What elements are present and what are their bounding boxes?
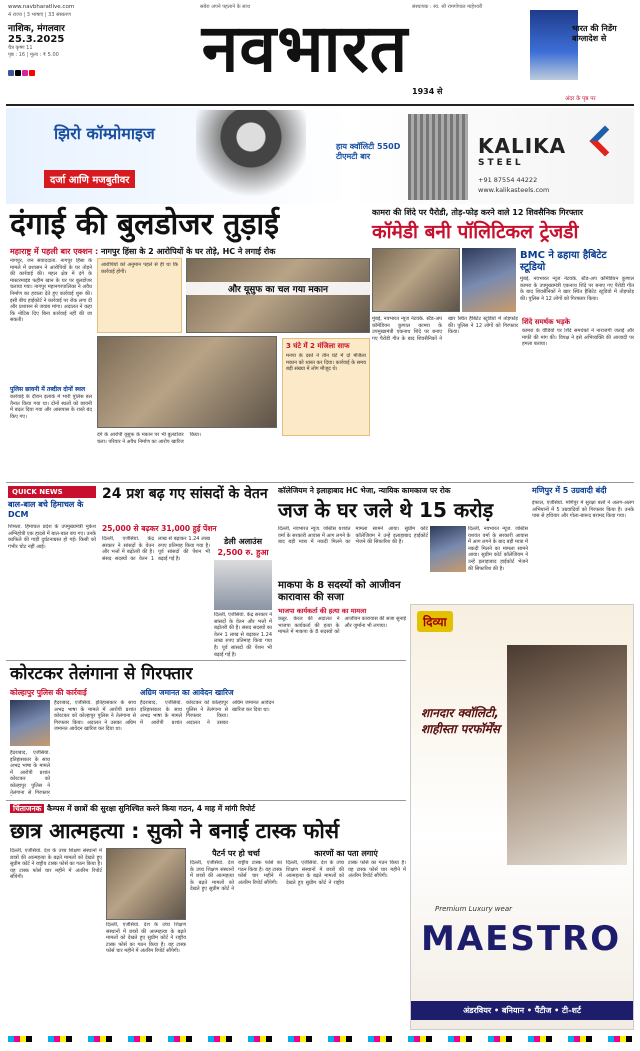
campus-body: दिल्ली, एजेंसियां. देश के उच्च शिक्षण संस्थानों में छात्रों की आत्महत्या के बढ़ते मामलों को देखते हुए सुप्रीम कोर्ट ने राष्ट्रीय टास्क फोर्स का गठन किया है। यह टास्क फोर्स चार महीने में अंतरिम रिपोर्ट सौंपेगी। [10,848,102,881]
campus-headline[interactable]: छात्र आत्महत्या : सुको ने बनाई टास्क फोर्स [10,819,340,843]
kamra-body-top: मुंबई, नवभारत न्यूज नेटवर्क. स्टैंड-अप कॉमेडियन कुणाल कामरा के उपमुख्यमंत्री एकनाथ शिंदे पर बनाए गए पैरोडी गीत के बाद शिवसैनिकों ने खार स्थित हैबिटेट स्टूडियो में तोड़फोड़ की। पुलिस ने 12 लोगों को गिरफ्तार किया। [520,276,634,302]
tagline: सबेरा अपने पहलाने के साथ [200,4,251,10]
shinde-side-body: कामरा के वीडियो पर शिंदे समर्थकों ने नाराजगी जताई और माफी की मांग की। विपक्ष ने इसे अभिव्यक्ति की आजादी पर हमला बताया। [522,328,634,348]
ad-script-text: शानदार क्वॉलिटी, शाहीस्ता परफॉर्मेंस [421,706,500,736]
salary-sub: 25,000 से बढ़कर 31,000 हुई पेंशन [102,524,217,533]
kamra-headline[interactable]: कॉमेडी बनी पॉलिटिकल ट्रेजडी [372,221,579,243]
campus-body-2: दिल्ली, एजेंसियां. देश के उच्च शिक्षण संस्थानों में छात्रों की आत्महत्या के बढ़ते मामलों को देखते हुए सुप्रीम कोर्ट ने राष्ट्रीय टास्क फोर्स का गठन किया है। यह टास्क फोर्स चार महीने में अंतरिम रिपोर्ट सौंपेगी। [106,922,186,955]
makpa-body: कन्नूर. केरल की अदालत ने भाजपा कार्यकर्ता की हत्या के मामले में माकपा के 8 सदस्यों को आजीवन कारावास की सजा सुनाई और जुर्माना भी लगाया। [278,616,406,636]
maestro-name: MAESTRO [421,919,622,959]
website-url[interactable]: www.navbharatlive.com [8,4,75,10]
instagram-icon[interactable] [22,70,28,76]
issue-date: 25.3.2025 [8,34,65,45]
kortkar-sub: कोल्हापुर पुलिस की कार्रवाई [10,688,87,697]
lead-body-2: कार्रवाई के दौरान इलाके में भारी पुलिस बल तैनात किया गया था। दोनों स्थलों को छावनी में बदल दिया गया और आसपास के रास्ते बंद किए गए। [10,394,92,420]
kalika-ad[interactable] [6,108,634,204]
allowance-value: 2,500 रु. हुआ [217,548,269,557]
side-box-text: आरोपियों को अनुमान पहले से ही था कि कार्रवाई होगी। [101,262,178,275]
makpa-sub: भाजपा कार्यकर्ता की हत्या का मामला [278,607,367,615]
side-subhead: और यूसुफ का चल गया मकान [186,282,370,295]
campus-sub-1: पैटर्न पर हो चर्चा [212,849,260,858]
manipur-headline[interactable]: मणिपुर में 5 उग्रवादी बंदी [532,486,607,495]
price: पृष्ठ : 16 | मूल्य : ₹ 5.00 [8,52,59,58]
campus-body-4: दिल्ली, एजेंसियां. देश के उच्च शिक्षण संस्थानों में छात्रों की आत्महत्या के बढ़ते मामलों को देखते हुए सुप्रीम कोर्ट ने राष्ट्रीय टास्क फोर्स का गठन किया है। यह टास्क फोर्स चार महीने में अंतरिम रिपोर्ट सौंपेगी। [286,860,406,886]
section-rule-2 [6,660,406,661]
kortkar-body-2: हैदराबाद, एजेंसियां. इतिहासकार के साथ अभद्र भाषा के मामले में आरोपी प्रशांत कोरटकर को कोल्हापुर पुलिस ने तेलंगाना से गिरफ्तार [10,750,50,796]
lead-photo-2[interactable] [97,336,277,428]
judge-body-2: दिल्ली, नवभारत न्यूज. जस्टिस यशवंत वर्मा के सरकारी आवास में आग लगने के बाद बड़ी मात्रा में नकदी मिलने का मामला सामने आया। सुप्रीम कोर्ट कॉलेजियम ने उन्हें इलाहाबाद हाईकोर्ट भेजने की सिफारिश की है। [468,526,528,572]
ad-tag: Premium Luxury wear [435,905,513,913]
caption-title: 3 घंटे में 2 मंजिला साफ [286,342,350,350]
city-day: नाशिक, मंगलवार [8,24,65,34]
campus-sub-2: कारणों का पता लगाएं [314,849,378,858]
kalika-logo-icon [589,125,620,156]
caption-body: मनपा के दस्ते ने तीन घंटे में दो मंजिला मकान को ध्वस्त कर दिया। कार्रवाई के समय बड़ी संख्या में लोग मौजूद थे। [286,353,366,373]
kamra-sub: BMC ने ढहाया हैबिटेट स्टूडियो [520,250,607,273]
makpa-headline[interactable]: माकपा के 8 सदस्यों को आजीवन कारावास की सजा [278,580,401,603]
kamra-photo-1[interactable] [372,248,460,312]
lead-body: नागपुर, जन संवाददाता. नागपुर हिंसा के मामले में प्रशासन ने आरोपियों के घर तोड़ने की कार्रवाई की। महल क्षेत्र में दंगे के मास्टरमाइंड फहीम खान के घर पर बुलडोजर चलाया गया। नागपुर महानगरपालिका ने अवैध निर्माण का हवाला देते हुए कार्रवाई शुरू की। इसी बीच हाईकोर्ट ने कार्रवाई पर रोक लगा दी और प्रशासन से जवाब मांगा। अदालत ने कहा कि नोटिस दिए बिना कार्रवाई नहीं की जा सकती। [10,258,92,324]
section-rule-3 [6,800,406,801]
judge-banner: कॉलेजियम ने इलाहाबाद HC भेजा, न्यायिक कामकाज पर रोक [278,486,451,495]
model-photo [507,645,627,865]
lead-side-box [97,258,182,333]
divya-brand: दिव्या [417,611,453,632]
quick-news-label: QUICK NEWS [8,486,96,498]
shinde-side-head: शिंदे समर्थक भड़के [522,318,570,326]
maestro-ad[interactable] [410,604,634,1030]
hindi-month: चैत्र कृष्ण 11 [8,45,33,51]
lead-subhead: पुलिस छावनी में तब्दील दोनों स्थल [10,386,86,393]
cricketer-photo [530,10,578,80]
lead-headline[interactable]: दंगाई की बुलडोजर तुड़ाई [10,207,279,242]
judge-body: दिल्ली, नवभारत न्यूज. जस्टिस यशवंत वर्मा के सरकारी आवास में आग लगने के बाद बड़ी मात्रा में नकदी मिलने का मामला सामने आया। सुप्रीम कोर्ट कॉलेजियम ने उन्हें इलाहाबाद हाईकोर्ट भेजने की सिफारिश की है। [278,526,428,546]
campus-body-3: दिल्ली, एजेंसियां. देश के उच्च शिक्षण संस्थानों में छात्रों की आत्महत्या के बढ़ते मामलों को देखते हुए सुप्रीम कोर्ट ने राष्ट्रीय टास्क फोर्स का गठन किया है। यह टास्क फोर्स चार महीने में अंतरिम रिपोर्ट सौंपेगी। [190,860,282,893]
ad-brand-sub: STEEL [478,158,524,168]
ad-phone[interactable]: +91 87554 44222 [478,176,538,184]
kortkar-body-3: हैदराबाद, एजेंसियां. इतिहासकार के साथ अभद्र भाषा के मामले में आरोपी प्रशांत कोरटकर को कोल्हापुर पुलिस ने तेलंगाना से गिरफ्तार किया। अदालत ने उसका अग्रिम जमानत आवेदन खारिज कर दिया था। [140,700,274,726]
facebook-icon[interactable] [8,70,14,76]
kortkar-photo[interactable] [10,700,50,746]
manipur-body: इंफाल, एजेंसियां. मणिपुर में सुरक्षा बलों ने अलग-अलग अभियानों में 5 उग्रवादियों को गिरफ्तार किया है। उनके पास से हथियार और गोला-बारूद बरामद किया गया। [532,500,634,520]
founder: संस्थापक : स्व. श्री रामगोपाल माहेश्वरी [412,4,483,10]
campus-banner: कैम्पस में छात्रों की सुरक्षा सुनिश्चित करने किया गठन, 4 माह में मांगी रिपोर्ट [47,804,256,813]
parliament-photo[interactable] [214,560,272,610]
kamra-photo-2[interactable] [462,248,516,312]
quick-news-headline[interactable]: बाल-बाल बचे हिमाचल के DCM [8,500,84,519]
kamra-banner: कामरा की शिंदे पर पैरोडी, तोड़-फोड़ करने वाले 12 शिवसैनिक गिरफ्तार [372,208,584,217]
caption-box [282,338,370,436]
ad-slogan: दर्जा आणि मजबुतीवर [44,170,135,188]
steel-bars-image [408,114,468,200]
youtube-icon[interactable] [29,70,35,76]
side-story-ref: अंदर के पृष्ठ पर [565,96,596,102]
newspaper-title: नवभारत [201,9,409,87]
ad-website[interactable]: www.kalikasteels.com [478,186,550,194]
judge-headline[interactable]: जज के घर जले थे 15 करोड़ [278,498,494,522]
salary-body-2: दिल्ली, एजेंसियां. केंद्र सरकार ने सांसदों के वेतन और भत्तों में बढ़ोतरी की है। संसद सदस्यों का वेतन 1 लाख से बढ़ाकर 1.24 लाख रुपए प्रतिमाह किया गया है। पूर्व सांसदों की पेंशन भी बढ़ाई गई है। [214,612,272,658]
kortkar-headline[interactable]: कोरटकर तेलंगाना से गिरफ्तार [10,664,193,684]
masthead-left [8,4,148,80]
campus-kicker: चिंताजनक [10,804,44,813]
kortkar-body: हैदराबाद, एजेंसियां. इतिहासकार के साथ अभद्र भाषा के मामले में आरोपी प्रशांत कोरटकर को कोल्हापुर पुलिस ने तेलंगाना से गिरफ्तार किया। अदालत ने उसका अग्रिम जमानत आवेदन खारिज कर दिया था। [54,700,136,733]
lead-deck: नागपुर हिंसा के 2 आरोपियों के घर तोड़े, HC ने लगाई रोक [101,247,276,256]
strongman-illustration [196,110,306,200]
ad-bottom-strip: अंडरवियर • बनियान • पैंटीज • टी-शर्ट [411,1001,633,1020]
side-body: दंगे के आरोपी यूसुफ के मकान पर भी बुलडोजर चला। परिवार ने अवैध निर्माण का आरोप खारिज किया। [97,432,201,445]
ad-product: हाय क्वॉलिटी 550D टीएमटी बार [336,142,401,161]
ad-brand-left: झिरो कॉम्प्रोमाइज [54,124,155,143]
lead-deck-row [10,246,370,257]
salary-headline[interactable]: 24 प्रश बढ़ गए सांसदों के वेतन [102,486,268,502]
since-year: 1934 से [412,87,443,96]
social-icons [8,61,148,80]
side-story-title[interactable]: भारत की निडेंग बांग्लादेश से [572,24,617,43]
lead-photo-1[interactable] [186,258,370,333]
supreme-court-photo[interactable] [106,848,186,920]
judge-photo[interactable] [430,526,466,572]
masthead-rule [6,104,634,106]
print-color-strip [8,1036,632,1042]
x-icon[interactable] [15,70,21,76]
campus-banner-row [10,804,406,814]
allowance-box [214,536,272,558]
section-rule-1 [6,482,634,483]
lead-kicker: महाराष्ट्र में पहली बार एक्शन : [10,247,99,256]
quick-news-body: शिमला. हिमाचल प्रदेश के उपमुख्यमंत्री मुकेश अग्निहोत्री एक हादसे में बाल-बाल बच गए। उनके काफिले की गाड़ी दुर्घटनाग्रस्त हो गई। किसी को गंभीर चोट नहीं आई। [8,524,96,550]
allowance-title: डेली अलाउंस [224,537,262,546]
edition-meta: 4 राज्य | 3 भाषाएं | 33 संस्करण [8,12,71,18]
kortkar-sub-2: अग्रिम जमानत का आवेदन खारिज [140,688,234,697]
salary-body: दिल्ली, एजेंसियां. केंद्र सरकार ने सांसदों के वेतन और भत्तों में बढ़ोतरी की है। संसद सदस्यों का वेतन 1 लाख से बढ़ाकर 1.24 लाख रुपए प्रतिमाह किया गया है। पूर्व सांसदों की पेंशन भी बढ़ाई गई है। [102,536,210,562]
kamra-body: मुंबई, नवभारत न्यूज नेटवर्क. स्टैंड-अप कॉमेडियन कुणाल कामरा के उपमुख्यमंत्री एकनाथ शिंदे पर बनाए गए पैरोडी गीत के बाद शिवसैनिकों ने खार स्थित हैबिटेट स्टूडियो में तोड़फोड़ की। पुलिस ने 12 लोगों को गिरफ्तार किया। [372,316,518,342]
ad-brand: KALIKA [478,134,567,158]
